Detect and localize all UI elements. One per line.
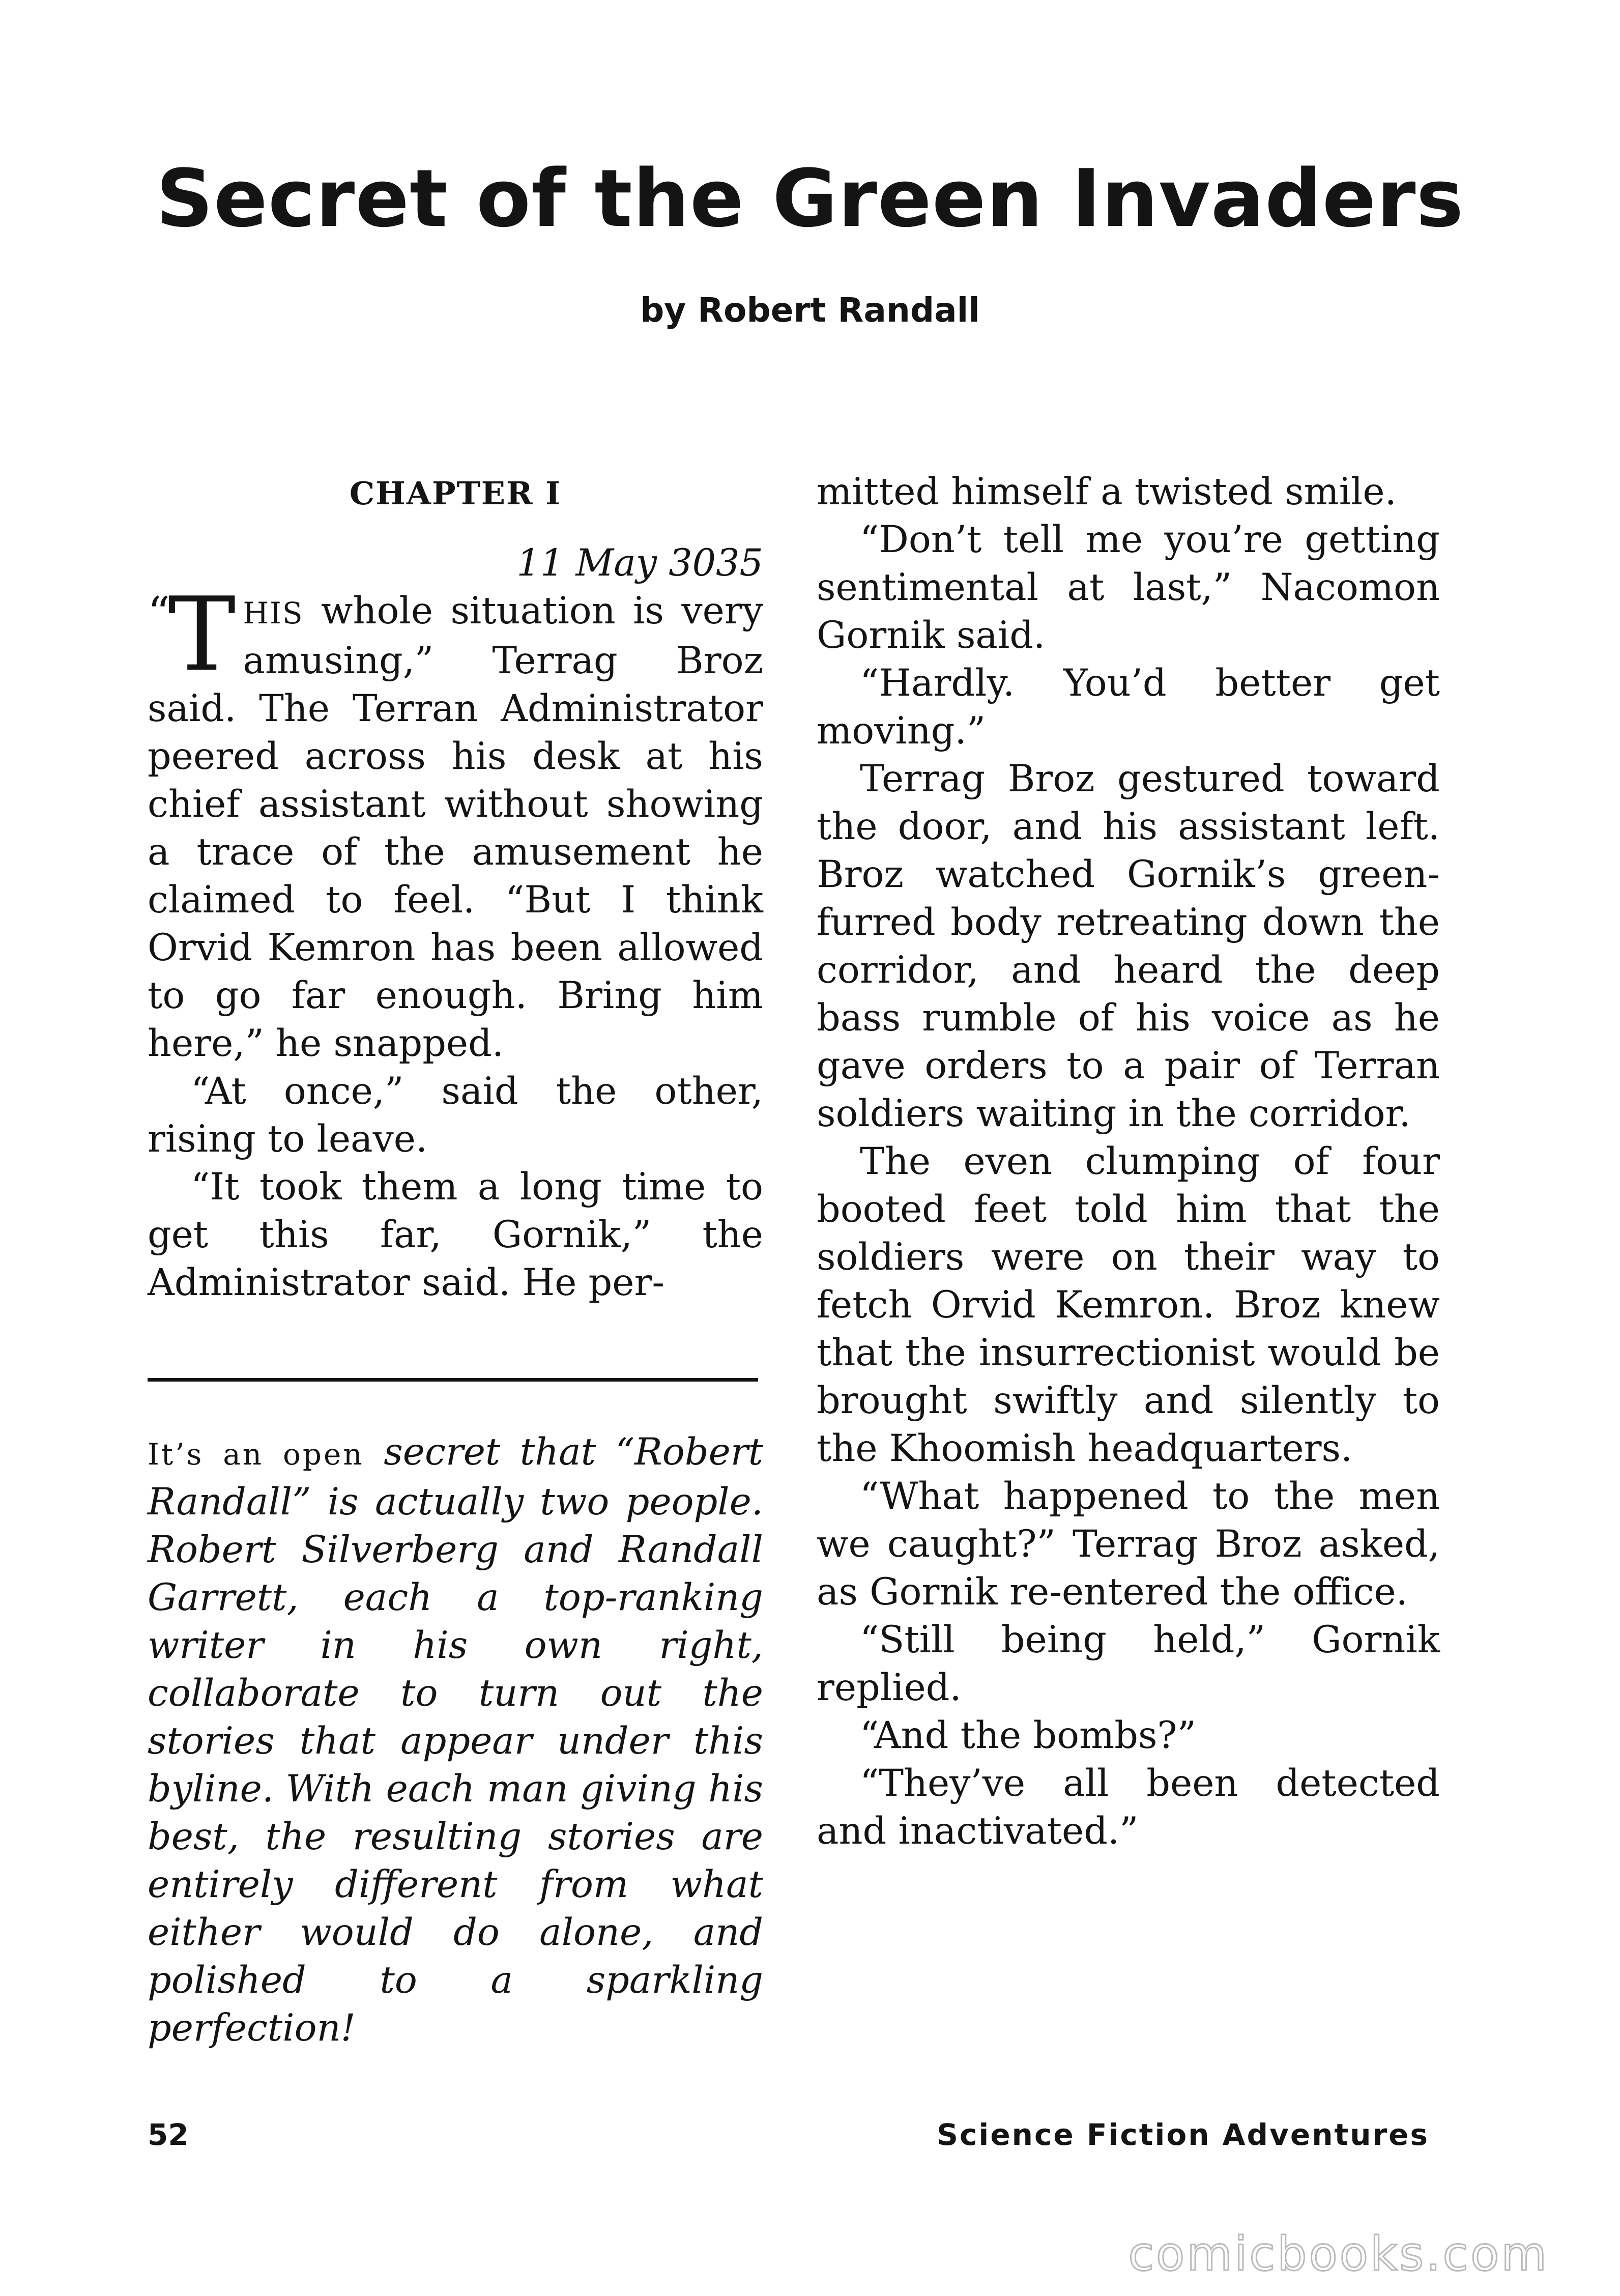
drop-cap: T (167, 576, 236, 694)
paragraph: “They’ve all been detected and inactivated.” (817, 1762, 1440, 1853)
paragraph: “What happened to the men we caught?” Terrag Broz asked, as Gornik re-entered the office. (817, 1475, 1440, 1614)
paragraph: “At once,” said the other, rising to leave. (148, 1070, 763, 1161)
chapter-heading: CHAPTER I (349, 475, 562, 512)
right-column (817, 468, 1440, 1855)
paragraph: “Hardly. You’d better get moving.” (817, 662, 1440, 753)
page-number: 52 (148, 2117, 189, 2152)
paragraph: “It took them a long time to get this far, Gornik,” the Administrator said. He per- (148, 1165, 763, 1304)
dateline: 11 May 3035 (516, 541, 763, 585)
section-divider (148, 1378, 758, 1382)
editor-note (148, 1428, 763, 2052)
magazine-name: Science Fiction Adventures (937, 2117, 1429, 2152)
paragraph: “Don’t tell me you’re getting sentimental at last,” Nacomon Gornik said. (817, 518, 1440, 657)
opening-small-caps: HIS (243, 596, 304, 630)
editor-note-lead (148, 1430, 364, 1474)
opening-text: whole situation is very amusing,” Terrag Broz said. The Terran Administrator peered across his desk at his chief assistant without showing a trace of the amusement he claimed to feel. “But I think Orvid Kemron has been allowed to go far enough. Bring him here,” he snapped. (148, 589, 763, 1065)
editor-note-lead-text: It’s an open (148, 1437, 364, 1472)
continued-paragraph: mitted himself a twisted smile. (817, 470, 1397, 513)
editor-note-text: secret that “Robert Randall” is actually two people. Robert Silverberg and Randall Garrett, each a top-ranking writer in his own right, collaborate to turn out the stories that appear under this byline. With each man giving his best, the resulting stories are entirely different from what either would do alone, and polished to a sparkling perfection! (148, 1430, 764, 2050)
paragraph: The even clumping of four booted feet told him that the soldiers were on their way to fetch Orvid Kemron. Broz knew that the insurrectionist would be brought swiftly and silently to the Khoomish headquarters. (817, 1140, 1440, 1470)
paragraph: “Still being held,” Gornik replied. (817, 1618, 1440, 1709)
opening-quote: “ (148, 588, 170, 639)
byline: by Robert Randall (640, 291, 980, 330)
paragraph: “And the bombs?” (860, 1714, 1196, 1757)
story-title: Secret of the Green Invaders (156, 152, 1464, 245)
opening-paragraph (148, 576, 763, 1068)
left-column (148, 468, 763, 2052)
watermark-logo: comicbooks.com (1128, 2227, 1549, 2281)
paragraph: Terrag Broz gestured toward the door, and his assistant left. Broz watched Gornik’s green-furred body retreating down the corridor, and heard the deep bass rumble of his voice as he gave orders to a pair of Terran soldiers waiting in the corridor. (817, 757, 1440, 1135)
